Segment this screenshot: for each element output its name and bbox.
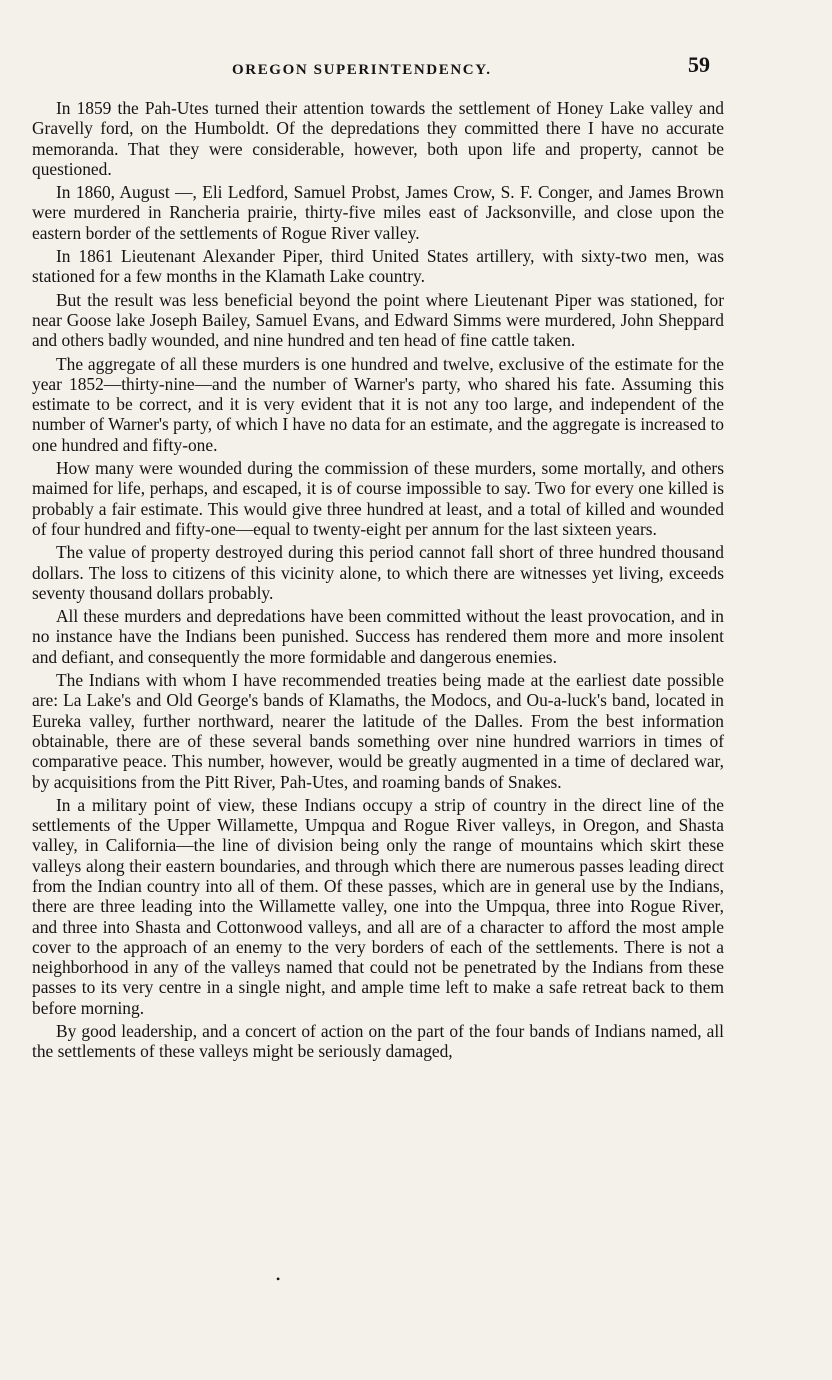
paragraph: By good leadership, and a concert of action on the part of the four bands of Indians named, all the settlements of these valleys might be seriously damaged, [32,1021,724,1062]
page-number: 59 [688,52,710,77]
paragraph: The value of property destroyed during this period cannot fall short of three hundred thousand dollars. The loss to citizens of this vicinity alone, to which there are witnesses yet living, exceeds seventy thousand dollars probably. [32,542,724,603]
paragraph: In a military point of view, these Indians occupy a strip of country in the direct line of the settlements of the Upper Willamette, Umpqua and Rogue River valleys, in Oregon, and Shasta valley, in California—the line of division being only the range of mountains which skirt these valleys along their eastern boundaries, and through which there are numerous passes leading direct from the Indian country into all of them. Of these passes, which are in general use by the Indians, there are three leading into the Willamette valley, one into the Umpqua, three into Rogue River, and three into Shasta and Cottonwood valleys, and all are of a character to afford the most ample cover to the approach of an enemy to the very borders of each of the settlements. There is not a neighborhood in any of the valleys named that could not be penetrated by the Indians from these passes to its very centre in a single night, and ample time left to make a safe retreat back to them before morning. [32,794,724,1018]
paragraph: The aggregate of all these murders is one hundred and twelve, exclusive of the estimate for the year 1852—thirty-nine—and the number of Warner's party, who shared his fate. Assuming this estimate to be correct, and it is very evident that it is not any too large, and independent of the number of Warner's party, of which I have no data for an estimate, and the aggregate is increased to one hundred and fifty-one. [32,353,724,455]
body-text [32,98,724,1062]
paragraph: How many were wounded during the commission of these murders, some mortally, and others maimed for life, perhaps, and escaped, it is of course impossible to say. Two for every one killed is probably a fair estimate. This would give three hundred at least, and a total of killed and wounded of four hundred and fifty-one—equal to twenty-eight per annum for the last sixteen years. [32,458,724,539]
running-title: OREGON SUPERINTENDENCY. [232,62,492,78]
print-mark: • [276,1272,281,1286]
page-header [32,52,724,92]
paragraph: But the result was less beneficial beyond the point where Lieutenant Piper was stationed, for near Goose lake Joseph Bailey, Samuel Evans, and Edward Simms were murdered, John Sheppard and others badly wounded, and nine hundred and ten head of fine cattle taken. [32,289,724,351]
paragraph: The Indians with whom I have recommended treaties being made at the earliest date possible are: La Lake's and Old George's bands of Klamaths, the Modocs, and Ou-a-luck's band, located in Eureka valley, further northward, nearer the latitude of the Dalles. From the best information obtainable, there are of these several bands something over nine hundred warriors in times of comparative peace. This number, however, would be greatly augmented in a time of declared war, by acquisitions from the Pitt River, Pah-Utes, and roaming bands of Snakes. [32,670,724,792]
paragraph: In 1859 the Pah-Utes turned their attention towards the settlement of Honey Lake valley and Gravelly ford, on the Humboldt. Of the depredations they committed there I have no accurate memoranda. That they were considerable, however, both upon life and property, cannot be questioned. [32,98,724,179]
paragraph: All these murders and depredations have been committed without the least provocation, and in no instance have the Indians been punished. Success has rendered them more and more insolent and defiant, and consequently the more formidable and dangerous enemies. [32,606,724,667]
paragraph: In 1860, August —, Eli Ledford, Samuel Probst, James Crow, S. F. Conger, and James Brown were murdered in Rancheria prairie, thirty-five miles east of Jacksonville, and close upon the eastern border of the settlements of Rogue River valley. [32,182,724,243]
paragraph: In 1861 Lieutenant Alexander Piper, third United States artillery, with sixty-two men, was stationed for a few months in the Klamath Lake country. [32,246,724,287]
